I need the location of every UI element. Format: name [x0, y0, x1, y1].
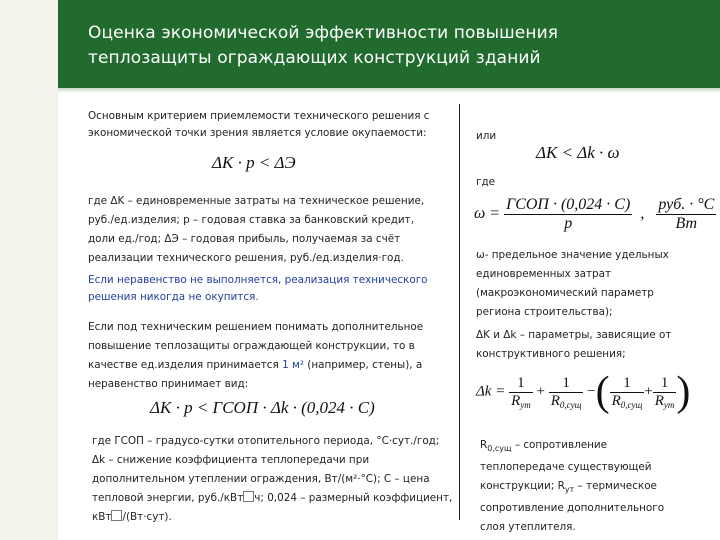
- r-subscript-insulation: ут: [564, 485, 575, 494]
- dk-definition: ΔK и Δk – параметры, зависящие от конструктивного решения;: [476, 329, 672, 360]
- header-shadow: [58, 88, 720, 93]
- delta-k-fraction-1: $\frac{1}{R_{ут}}$: [511, 374, 531, 410]
- paragraph-2-text-a: Если под техническим решением понимать дополнительное повышение теплозащиты ограждающей конструкции, то в качестве ед.изделия принимается: [88, 321, 424, 371]
- delta-k-fraction-2: $\frac{1}{R_{0,сущ}}$: [550, 374, 582, 410]
- omega-denominator: p: [564, 215, 573, 232]
- r-subscript-existing: 0,сущ: [487, 444, 512, 453]
- delta-k-fraction-3: $\frac{1}{R_{0,сущ}}$: [611, 374, 643, 410]
- intro-paragraph: Основным критерием приемлемости технического решения с экономической точки зрения является условие окупаемости:: [88, 110, 430, 139]
- omega-unit-denominator: Вт: [675, 215, 698, 232]
- omega-unit-numerator: руб. · °C: [658, 196, 715, 213]
- formula-dk-omega: ΔK < Δk · ω: [536, 143, 620, 162]
- column-divider: [459, 104, 460, 520]
- resistance-text-c: – термическое сопротивление дополнительного слоя утеплителя.: [480, 480, 665, 533]
- r-symbol: R: [480, 439, 488, 451]
- paragraph-2: [88, 318, 438, 394]
- formula-payback-condition: ΔK · p < ΔЭ: [212, 153, 296, 172]
- formula-delta-k: Δk = $\frac{1}{R_{ут}}$ + $\frac{1}{R_{0,сущ}}$ −( $\frac{1}{R_{0,сущ}}$ + $\frac{1}{R_{ут}}$ ): [476, 369, 691, 415]
- delta-k-fraction-4: $\frac{1}{R_{ут}}$: [654, 374, 675, 410]
- resistance-text-b: – сопротивление теплопередаче существующей конструкции; R: [480, 439, 652, 492]
- formula-omega: ω = $\frac{\text{ГСОП · (0,024 · C)}}{p}$ , $\frac{\text{руб. · °C}}{Вт}$: [474, 196, 715, 232]
- slide-header: [58, 0, 720, 88]
- formula-insulation-condition: ΔK · p < ГСОП · Δk · (0,024 · C): [150, 398, 375, 417]
- resistance-definition: [480, 436, 690, 537]
- title-line-1: Оценка экономической эффективности повышения: [88, 23, 559, 43]
- warning-paragraph: Если неравенство не выполняется, реализация технического решения никогда не окупится.: [88, 274, 428, 303]
- omega-lhs: ω =: [474, 205, 501, 223]
- definition-paragraph-2: [92, 432, 454, 527]
- delta-k-lhs: Δk =: [476, 383, 506, 400]
- definition-2-text-b: ч; 0,024 – размерный коэффициент, кВт: [92, 492, 453, 523]
- placeholder-box-icon: [111, 510, 122, 521]
- unit-square-meter: 1 м²: [282, 359, 304, 371]
- definition-2-text-a: где ГСОП – градусо-сутки отопительного периода, °C·сут./год; Δk – снижение коэффициента теплопередачи при дополнительном утеплении ограждения, Вт/(м²·°C); C – цена тепловой энергии, руб./кВт: [92, 435, 440, 504]
- omega-unit-fraction: [656, 196, 716, 233]
- where-label: где: [476, 176, 496, 188]
- left-margin-bar: [0, 0, 58, 540]
- placeholder-box-icon: [243, 491, 254, 502]
- or-label: или: [476, 130, 497, 142]
- omega-definition: ω- предельное значение удельных единовременных затрат (макроэкономический параметр региона строительства);: [476, 249, 669, 318]
- definition-2-text-c: /(Вт·сут).: [122, 511, 172, 523]
- definition-paragraph-1: где ΔK – единовременные затраты на техническое решение, руб./ед.изделия; p – годовая ставка за банковский кредит, доли ед./год; ΔЭ – годовая прибыль, получаемая за счёт реализации технического решения, руб./ед.изделия·год.: [88, 195, 425, 264]
- slide-title: [88, 21, 698, 71]
- paragraph-2-text-b: (например, стены), а неравенство принимает вид:: [88, 359, 423, 390]
- omega-numerator: ГСОП · (0,024 · C): [506, 196, 631, 213]
- omega-fraction: [504, 196, 632, 233]
- title-line-2: теплозащиты ограждающих конструкций зданий: [88, 48, 541, 68]
